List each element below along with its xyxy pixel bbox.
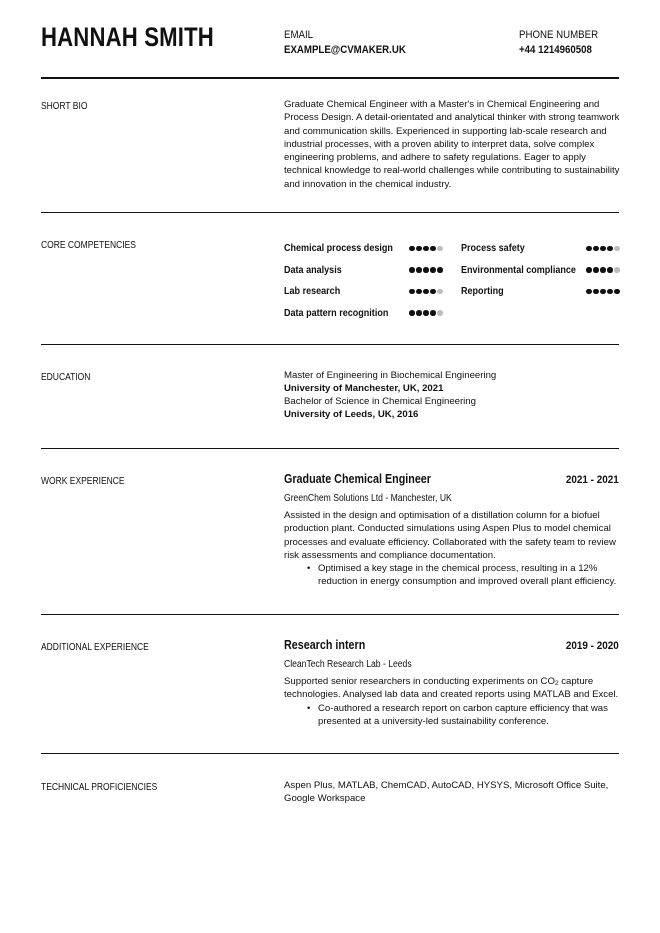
rating-dot-filled: [607, 267, 613, 273]
phone-value[interactable]: +44 1214960508: [519, 44, 592, 56]
competency-rating: [409, 310, 443, 316]
section-divider: [41, 448, 619, 449]
section-divider: [41, 212, 619, 213]
rating-dot-empty: [614, 246, 620, 252]
section-divider: [41, 344, 619, 345]
competency-name: Data analysis: [284, 263, 342, 276]
job-description: Assisted in the design and optimisation of a distillation column for a biofuel production plant. Conducted simulations using Aspen Plus to model chemical processes and evaluate efficiency. Collaborated with the safety team to review risk assessments and compliance documentation.: [284, 510, 616, 561]
competency-rating: [586, 267, 620, 273]
competency-name: Process safety: [461, 242, 525, 254]
competency-rating: [409, 267, 443, 273]
competency-item: [284, 264, 351, 276]
section-divider: [41, 614, 619, 615]
rating-dot-filled: [600, 246, 606, 252]
section-label-technical: TECHNICAL PROFICIENCIES: [41, 782, 158, 793]
rating-dot-filled: [607, 246, 613, 252]
rating-dot-filled: [430, 289, 436, 295]
competency-item: [461, 264, 595, 276]
rating-dot-empty: [437, 246, 443, 252]
job-achievements: [284, 702, 620, 729]
rating-dot-filled: [430, 267, 436, 273]
section-label-competencies: CORE COMPETENCIES: [41, 240, 136, 251]
competency-item: [284, 242, 411, 254]
job-title: Research intern: [284, 638, 366, 652]
rating-dot-filled: [437, 267, 443, 273]
rating-dot-filled: [607, 289, 613, 295]
competency-rating: [409, 289, 443, 295]
competency-name: Reporting: [461, 285, 504, 297]
phone-label: PHONE NUMBER: [519, 29, 599, 41]
job-achievements: [284, 562, 620, 589]
rating-dot-filled: [593, 246, 599, 252]
job-description: Supported senior researchers in conducting experiments on $CO_2$ capture technologies. Analysed lab data and created reports using MATLAB and Excel.: [284, 676, 619, 701]
rating-dot-filled: [593, 267, 599, 273]
competency-rating: [586, 289, 620, 295]
email-label: EMAIL: [284, 29, 314, 41]
section-label-additional: ADDITIONAL EXPERIENCE: [41, 642, 149, 653]
rating-dot-filled: [416, 289, 422, 295]
job-organization: CleanTech Research Lab - Leeds: [284, 659, 412, 670]
rating-dot-filled: [593, 289, 599, 295]
section-label-work: WORK EXPERIENCE: [41, 476, 125, 487]
rating-dot-filled: [409, 267, 415, 273]
rating-dot-filled: [416, 310, 422, 316]
rating-dot-filled: [586, 289, 592, 295]
rating-dot-empty: [437, 289, 443, 295]
competency-rating: [586, 246, 620, 252]
competency-name: Chemical process design: [284, 242, 393, 254]
section-label-education: EDUCATION: [41, 372, 91, 383]
competency-item: [284, 285, 349, 297]
competency-name: Lab research: [284, 285, 341, 297]
rating-dot-filled: [586, 267, 592, 273]
rating-dot-filled: [614, 289, 620, 295]
rating-dot-filled: [423, 246, 429, 252]
rating-dot-filled: [423, 289, 429, 295]
competency-rating: [409, 246, 443, 252]
rating-dot-filled: [430, 246, 436, 252]
bio-text: Graduate Chemical Engineer with a Master's in Chemical Engineering and Process Design. A detail-orientated and analytical thinker with strong teamwork and communication skills. Experienced in supporting lab-scale research and industrial processes, with a proven ability to interpret data, solve complex engineering problems, and adhere to safety regulations. Eager to apply technical knowledge to real-world challenges while contributing to sustainability and innovation in the chemical industry.: [284, 99, 620, 190]
competency-item: [461, 285, 511, 297]
rating-dot-filled: [423, 267, 429, 273]
rating-dot-empty: [614, 267, 620, 273]
rating-dot-filled: [409, 310, 415, 316]
competency-item: [461, 242, 535, 254]
technical-skills: Aspen Plus, MATLAB, ChemCAD, AutoCAD, HYSYS, Microsoft Office Suite, Google Workspace: [284, 780, 609, 805]
competency-name: Environmental compliance: [461, 263, 576, 276]
rating-dot-filled: [409, 289, 415, 295]
list-item: • Optimised a key stage in the chemical process, resulting in a 12% reduction in energy consumption and improved overall plant efficiency.: [284, 562, 620, 589]
rating-dot-filled: [600, 289, 606, 295]
rating-dot-filled: [423, 310, 429, 316]
education-school: University of Leeds, UK, 2016: [284, 409, 419, 420]
header-divider: [41, 77, 619, 79]
education-school: University of Manchester, UK, 2021: [284, 383, 444, 394]
rating-dot-filled: [409, 246, 415, 252]
rating-dot-empty: [437, 310, 443, 316]
candidate-name: HANNAH SMITH: [41, 22, 214, 52]
rating-dot-filled: [416, 267, 422, 273]
job-dates: 2019 - 2020: [566, 640, 619, 652]
rating-dot-filled: [416, 246, 422, 252]
rating-dot-filled: [430, 310, 436, 316]
job-organization: GreenChem Solutions Ltd - Manchester, UK: [284, 493, 452, 504]
email-value[interactable]: EXAMPLE@CVMAKER.UK: [284, 44, 406, 56]
rating-dot-filled: [600, 267, 606, 273]
list-item: • Co-authored a research report on carbon capture efficiency that was presented at a university-led sustainability conference.: [284, 702, 620, 729]
section-label-bio: SHORT BIO: [41, 101, 88, 112]
competency-item: [284, 307, 405, 319]
education-degree: Master of Engineering in Biochemical Engineering: [284, 370, 497, 381]
rating-dot-filled: [586, 246, 592, 252]
competency-name: Data pattern recognition: [284, 306, 389, 319]
section-divider: [41, 753, 619, 754]
job-title: Graduate Chemical Engineer: [284, 472, 431, 486]
job-dates: 2021 - 2021: [566, 474, 619, 486]
education-degree: Bachelor of Science in Chemical Engineering: [284, 396, 476, 407]
